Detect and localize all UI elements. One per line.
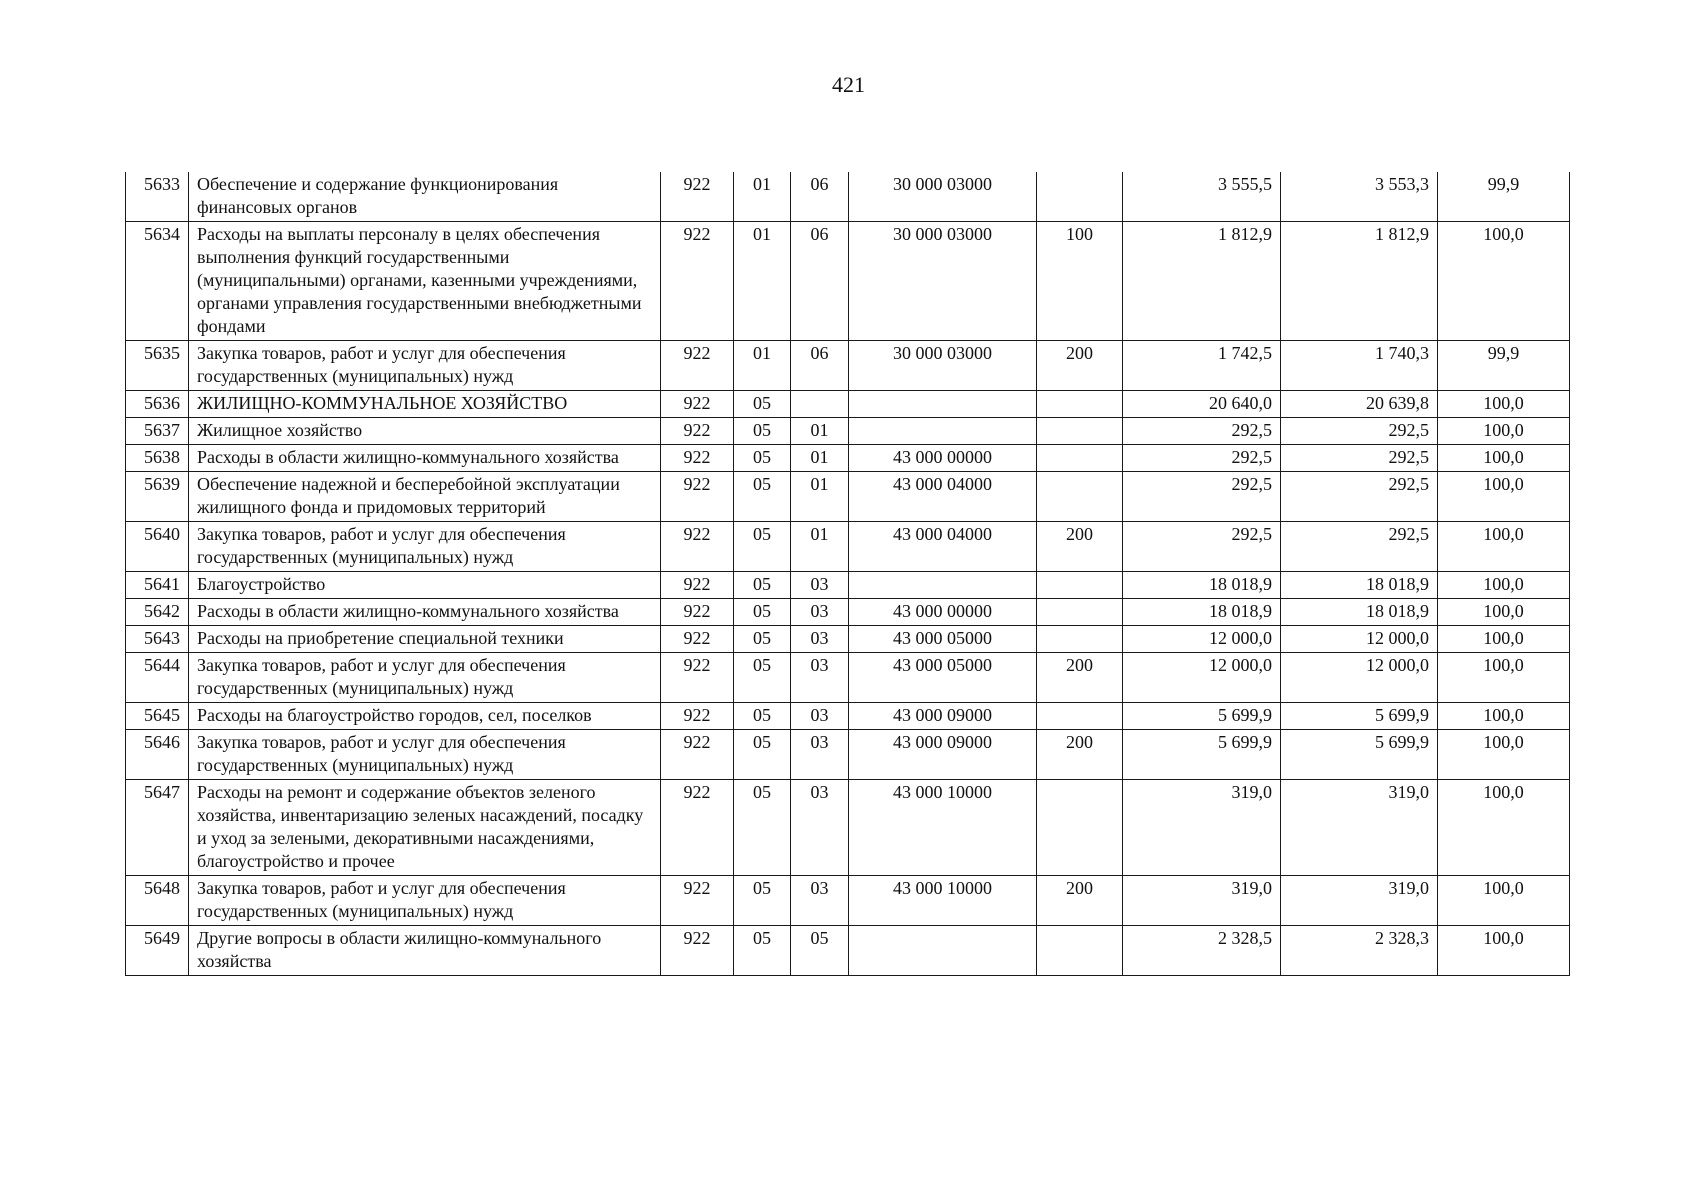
target-article-cell: 43 000 10000 — [849, 780, 1037, 876]
actual-amount-cell: 12 000,0 — [1281, 626, 1438, 653]
planned-amount-cell: 292,5 — [1123, 418, 1281, 445]
section-code-cell: 05 — [734, 391, 791, 418]
department-code-cell: 922 — [661, 172, 734, 222]
target-article-cell — [849, 572, 1037, 599]
expense-type-cell — [1037, 572, 1123, 599]
planned-amount-cell: 18 018,9 — [1123, 599, 1281, 626]
subsection-code-cell — [791, 391, 849, 418]
row-number-cell: 5643 — [126, 626, 189, 653]
item-name-cell: Расходы на ремонт и содержание объектов зеленого хозяйства, инвентаризацию зеленых насаждений, посадку и уход за зелеными, декоративными насаждениями, благоустройство и прочее — [189, 780, 661, 876]
actual-amount-cell: 1 740,3 — [1281, 341, 1438, 391]
item-name-cell: Закупка товаров, работ и услуг для обеспечения государственных (муниципальных) нужд — [189, 341, 661, 391]
table-row — [126, 780, 1570, 876]
department-code-cell: 922 — [661, 341, 734, 391]
item-name-cell: Расходы на приобретение специальной техники — [189, 626, 661, 653]
item-name-cell: Закупка товаров, работ и услуг для обеспечения государственных (муниципальных) нужд — [189, 730, 661, 780]
actual-amount-cell: 18 018,9 — [1281, 572, 1438, 599]
execution-percent-cell: 100,0 — [1438, 653, 1570, 703]
execution-percent-cell: 100,0 — [1438, 418, 1570, 445]
expense-type-cell: 200 — [1037, 876, 1123, 926]
department-code-cell: 922 — [661, 572, 734, 599]
row-number-cell: 5636 — [126, 391, 189, 418]
actual-amount-cell: 2 328,3 — [1281, 926, 1438, 976]
subsection-code-cell: 03 — [791, 572, 849, 599]
execution-percent-cell: 100,0 — [1438, 445, 1570, 472]
row-number-cell: 5638 — [126, 445, 189, 472]
section-code-cell: 05 — [734, 418, 791, 445]
subsection-code-cell: 01 — [791, 418, 849, 445]
department-code-cell: 922 — [661, 626, 734, 653]
item-name-cell: Другие вопросы в области жилищно-коммунального хозяйства — [189, 926, 661, 976]
section-code-cell: 05 — [734, 572, 791, 599]
execution-percent-cell: 99,9 — [1438, 172, 1570, 222]
row-number-cell: 5644 — [126, 653, 189, 703]
table-row — [126, 653, 1570, 703]
planned-amount-cell: 12 000,0 — [1123, 626, 1281, 653]
actual-amount-cell: 319,0 — [1281, 780, 1438, 876]
item-name-cell: Закупка товаров, работ и услуг для обеспечения государственных (муниципальных) нужд — [189, 876, 661, 926]
subsection-code-cell: 03 — [791, 876, 849, 926]
section-code-cell: 01 — [734, 172, 791, 222]
subsection-code-cell: 01 — [791, 522, 849, 572]
item-name-cell: Расходы на выплаты персоналу в целях обеспечения выполнения функций государственными (муниципальными) органами, казенными учреждениями, органами управления государственными внебюджетными фондами — [189, 222, 661, 341]
row-number-cell: 5647 — [126, 780, 189, 876]
target-article-cell: 30 000 03000 — [849, 222, 1037, 341]
expense-type-cell — [1037, 472, 1123, 522]
table-row — [126, 572, 1570, 599]
section-code-cell: 05 — [734, 876, 791, 926]
execution-percent-cell: 100,0 — [1438, 780, 1570, 876]
execution-percent-cell: 100,0 — [1438, 472, 1570, 522]
actual-amount-cell: 18 018,9 — [1281, 599, 1438, 626]
section-code-cell: 05 — [734, 445, 791, 472]
table-row — [126, 626, 1570, 653]
expense-type-cell: 200 — [1037, 341, 1123, 391]
actual-amount-cell: 292,5 — [1281, 445, 1438, 472]
expense-type-cell — [1037, 445, 1123, 472]
section-code-cell: 01 — [734, 222, 791, 341]
execution-percent-cell: 100,0 — [1438, 730, 1570, 780]
row-number-cell: 5634 — [126, 222, 189, 341]
department-code-cell: 922 — [661, 730, 734, 780]
item-name-cell: Расходы в области жилищно-коммунального хозяйства — [189, 599, 661, 626]
expense-type-cell — [1037, 172, 1123, 222]
budget-table — [125, 172, 1570, 976]
target-article-cell: 30 000 03000 — [849, 172, 1037, 222]
execution-percent-cell: 100,0 — [1438, 599, 1570, 626]
department-code-cell: 922 — [661, 472, 734, 522]
item-name-cell: Закупка товаров, работ и услуг для обеспечения государственных (муниципальных) нужд — [189, 653, 661, 703]
table-row — [126, 172, 1570, 222]
table-row — [126, 599, 1570, 626]
execution-percent-cell: 100,0 — [1438, 876, 1570, 926]
subsection-code-cell: 05 — [791, 926, 849, 976]
table-row — [126, 730, 1570, 780]
expense-type-cell — [1037, 599, 1123, 626]
section-code-cell: 05 — [734, 626, 791, 653]
target-article-cell: 43 000 09000 — [849, 703, 1037, 730]
actual-amount-cell: 319,0 — [1281, 876, 1438, 926]
subsection-code-cell: 03 — [791, 599, 849, 626]
expense-type-cell — [1037, 926, 1123, 976]
item-name-cell: Расходы на благоустройство городов, сел, поселков — [189, 703, 661, 730]
target-article-cell: 43 000 04000 — [849, 522, 1037, 572]
execution-percent-cell: 100,0 — [1438, 391, 1570, 418]
subsection-code-cell: 06 — [791, 172, 849, 222]
row-number-cell: 5633 — [126, 172, 189, 222]
row-number-cell: 5637 — [126, 418, 189, 445]
expense-type-cell — [1037, 780, 1123, 876]
department-code-cell: 922 — [661, 522, 734, 572]
execution-percent-cell: 100,0 — [1438, 703, 1570, 730]
department-code-cell: 922 — [661, 653, 734, 703]
execution-percent-cell: 100,0 — [1438, 626, 1570, 653]
planned-amount-cell: 292,5 — [1123, 472, 1281, 522]
item-name-cell: Жилищное хозяйство — [189, 418, 661, 445]
target-article-cell: 30 000 03000 — [849, 341, 1037, 391]
target-article-cell — [849, 926, 1037, 976]
execution-percent-cell: 100,0 — [1438, 926, 1570, 976]
section-code-cell: 05 — [734, 599, 791, 626]
row-number-cell: 5649 — [126, 926, 189, 976]
subsection-code-cell: 01 — [791, 472, 849, 522]
department-code-cell: 922 — [661, 926, 734, 976]
department-code-cell: 922 — [661, 703, 734, 730]
expense-type-cell — [1037, 418, 1123, 445]
actual-amount-cell: 5 699,9 — [1281, 730, 1438, 780]
expense-type-cell — [1037, 626, 1123, 653]
subsection-code-cell: 03 — [791, 780, 849, 876]
subsection-code-cell: 03 — [791, 626, 849, 653]
subsection-code-cell: 01 — [791, 445, 849, 472]
planned-amount-cell: 1 742,5 — [1123, 341, 1281, 391]
table-row — [126, 926, 1570, 976]
section-code-cell: 05 — [734, 703, 791, 730]
planned-amount-cell: 3 555,5 — [1123, 172, 1281, 222]
table-row — [126, 391, 1570, 418]
row-number-cell: 5648 — [126, 876, 189, 926]
department-code-cell: 922 — [661, 599, 734, 626]
table-row — [126, 472, 1570, 522]
item-name-cell: Благоустройство — [189, 572, 661, 599]
section-code-cell: 05 — [734, 926, 791, 976]
item-name-cell: Обеспечение и содержание функционирования финансовых органов — [189, 172, 661, 222]
execution-percent-cell: 99,9 — [1438, 341, 1570, 391]
table-row — [126, 341, 1570, 391]
planned-amount-cell: 5 699,9 — [1123, 703, 1281, 730]
execution-percent-cell: 100,0 — [1438, 522, 1570, 572]
department-code-cell: 922 — [661, 780, 734, 876]
planned-amount-cell: 20 640,0 — [1123, 391, 1281, 418]
section-code-cell: 05 — [734, 472, 791, 522]
row-number-cell: 5646 — [126, 730, 189, 780]
section-code-cell: 05 — [734, 522, 791, 572]
page-number: 421 — [832, 72, 865, 97]
subsection-code-cell: 06 — [791, 222, 849, 341]
planned-amount-cell: 319,0 — [1123, 876, 1281, 926]
expense-type-cell — [1037, 703, 1123, 730]
row-number-cell: 5635 — [126, 341, 189, 391]
table-row — [126, 703, 1570, 730]
planned-amount-cell: 2 328,5 — [1123, 926, 1281, 976]
target-article-cell: 43 000 05000 — [849, 626, 1037, 653]
target-article-cell: 43 000 10000 — [849, 876, 1037, 926]
target-article-cell: 43 000 00000 — [849, 445, 1037, 472]
section-code-cell: 05 — [734, 653, 791, 703]
item-name-cell: Обеспечение надежной и бесперебойной эксплуатации жилищного фонда и придомовых территорий — [189, 472, 661, 522]
item-name-cell: Закупка товаров, работ и услуг для обеспечения государственных (муниципальных) нужд — [189, 522, 661, 572]
table-row — [126, 418, 1570, 445]
row-number-cell: 5641 — [126, 572, 189, 599]
table-row — [126, 876, 1570, 926]
target-article-cell: 43 000 04000 — [849, 472, 1037, 522]
section-code-cell: 01 — [734, 341, 791, 391]
expense-type-cell: 200 — [1037, 653, 1123, 703]
item-name-cell: ЖИЛИЩНО-КОММУНАЛЬНОЕ ХОЗЯЙСТВО — [189, 391, 661, 418]
expense-type-cell: 100 — [1037, 222, 1123, 341]
department-code-cell: 922 — [661, 876, 734, 926]
department-code-cell: 922 — [661, 445, 734, 472]
department-code-cell: 922 — [661, 391, 734, 418]
section-code-cell: 05 — [734, 730, 791, 780]
item-name-cell: Расходы в области жилищно-коммунального хозяйства — [189, 445, 661, 472]
row-number-cell: 5645 — [126, 703, 189, 730]
table-row — [126, 522, 1570, 572]
target-article-cell: 43 000 05000 — [849, 653, 1037, 703]
planned-amount-cell: 319,0 — [1123, 780, 1281, 876]
subsection-code-cell: 03 — [791, 653, 849, 703]
actual-amount-cell: 20 639,8 — [1281, 391, 1438, 418]
actual-amount-cell: 3 553,3 — [1281, 172, 1438, 222]
execution-percent-cell: 100,0 — [1438, 222, 1570, 341]
subsection-code-cell: 06 — [791, 341, 849, 391]
target-article-cell: 43 000 09000 — [849, 730, 1037, 780]
planned-amount-cell: 5 699,9 — [1123, 730, 1281, 780]
table-row — [126, 445, 1570, 472]
target-article-cell — [849, 391, 1037, 418]
department-code-cell: 922 — [661, 222, 734, 341]
expense-type-cell: 200 — [1037, 730, 1123, 780]
planned-amount-cell: 18 018,9 — [1123, 572, 1281, 599]
row-number-cell: 5640 — [126, 522, 189, 572]
table-body — [126, 172, 1570, 976]
subsection-code-cell: 03 — [791, 703, 849, 730]
section-code-cell: 05 — [734, 780, 791, 876]
planned-amount-cell: 292,5 — [1123, 445, 1281, 472]
actual-amount-cell: 12 000,0 — [1281, 653, 1438, 703]
actual-amount-cell: 292,5 — [1281, 472, 1438, 522]
row-number-cell: 5642 — [126, 599, 189, 626]
department-code-cell: 922 — [661, 418, 734, 445]
target-article-cell — [849, 418, 1037, 445]
target-article-cell: 43 000 00000 — [849, 599, 1037, 626]
expense-type-cell: 200 — [1037, 522, 1123, 572]
actual-amount-cell: 5 699,9 — [1281, 703, 1438, 730]
row-number-cell: 5639 — [126, 472, 189, 522]
actual-amount-cell: 292,5 — [1281, 418, 1438, 445]
subsection-code-cell: 03 — [791, 730, 849, 780]
table-row — [126, 222, 1570, 341]
planned-amount-cell: 12 000,0 — [1123, 653, 1281, 703]
execution-percent-cell: 100,0 — [1438, 572, 1570, 599]
planned-amount-cell: 292,5 — [1123, 522, 1281, 572]
planned-amount-cell: 1 812,9 — [1123, 222, 1281, 341]
actual-amount-cell: 292,5 — [1281, 522, 1438, 572]
actual-amount-cell: 1 812,9 — [1281, 222, 1438, 341]
expense-type-cell — [1037, 391, 1123, 418]
